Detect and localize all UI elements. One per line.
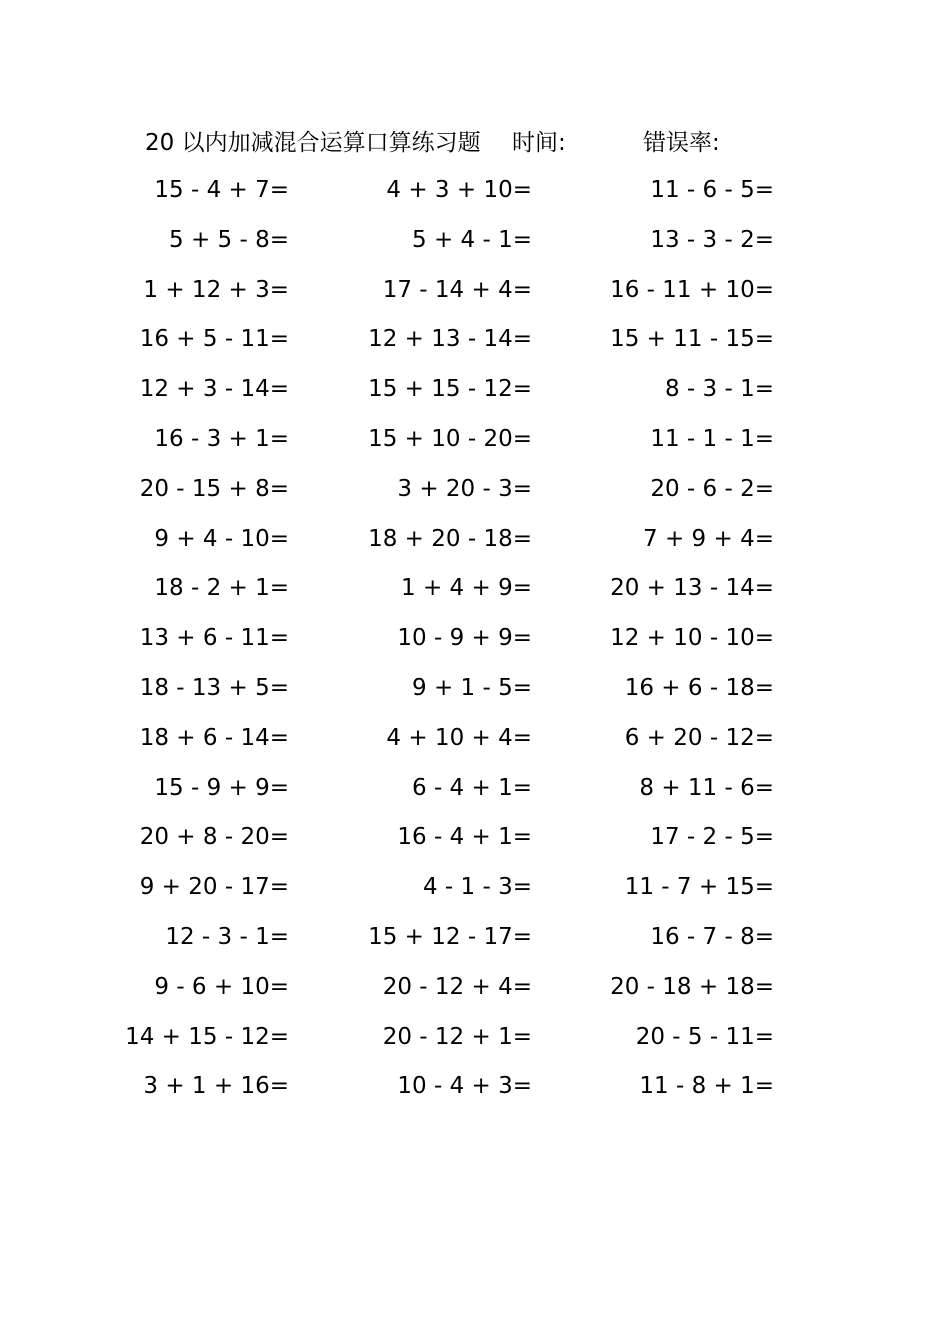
problem-item: 14 + 15 - 12=: [125, 1023, 289, 1050]
problem-item: 18 + 20 - 18=: [368, 525, 532, 552]
problem-item: 12 + 3 - 14=: [139, 376, 289, 403]
problem-row: [0, 1013, 950, 1063]
problem-row: [0, 714, 950, 764]
problem-item: 4 + 10 + 4=: [386, 724, 532, 751]
problem-row: [0, 166, 950, 216]
problem-item: 8 - 3 - 1=: [664, 376, 774, 403]
problem-row: [0, 1062, 950, 1112]
problem-item: 11 - 6 - 5=: [650, 177, 774, 203]
problem-item: 15 + 10 - 20=: [368, 425, 532, 452]
problem-item: 9 + 1 - 5=: [412, 674, 532, 701]
problem-item: 11 - 8 + 1=: [639, 1073, 774, 1100]
problem-item: 16 - 7 - 8=: [650, 923, 774, 950]
problem-row: [0, 266, 950, 316]
problem-item: 3 + 20 - 3=: [397, 475, 532, 502]
problem-item: 20 - 5 - 11=: [635, 1023, 774, 1050]
problem-row: [0, 465, 950, 515]
problem-item: 12 - 3 - 1=: [165, 923, 289, 950]
problem-item: 5 + 4 - 1=: [412, 226, 532, 253]
problem-item: 11 - 7 + 15=: [624, 874, 774, 901]
problem-item: 20 - 12 + 1=: [382, 1023, 532, 1050]
problem-item: 8 + 11 - 6=: [639, 774, 774, 801]
problem-row: [0, 415, 950, 465]
problem-item: 6 - 4 + 1=: [412, 774, 532, 801]
problem-row: [0, 913, 950, 963]
problem-row: [0, 315, 950, 365]
problem-row: [0, 216, 950, 266]
problem-item: 16 + 5 - 11=: [139, 326, 289, 353]
time-label: 时间:: [512, 130, 566, 156]
problem-item: 4 + 3 + 10=: [386, 177, 532, 203]
problem-item: 13 - 3 - 2=: [650, 226, 774, 253]
problem-item: 4 - 1 - 3=: [422, 874, 532, 901]
problem-item: 13 + 6 - 11=: [139, 625, 289, 652]
problem-grid: [0, 166, 950, 1112]
problem-row: [0, 515, 950, 565]
problem-row: [0, 365, 950, 415]
problem-item: 3 + 1 + 16=: [143, 1073, 289, 1100]
problem-item: 1 + 4 + 9=: [401, 575, 532, 602]
problem-item: 16 - 4 + 1=: [397, 824, 532, 851]
problem-row: [0, 614, 950, 664]
problem-item: 20 - 12 + 4=: [382, 973, 532, 1000]
problem-item: 20 + 13 - 14=: [610, 575, 774, 602]
problem-row: [0, 664, 950, 714]
problem-item: 10 - 9 + 9=: [397, 625, 532, 652]
problem-item: 16 + 6 - 18=: [624, 674, 774, 701]
problem-row: [0, 564, 950, 614]
problem-item: 16 - 3 + 1=: [154, 425, 289, 452]
problem-item: 16 - 11 + 10=: [610, 276, 774, 303]
problem-item: 15 + 12 - 17=: [368, 923, 532, 950]
problem-item: 11 - 1 - 1=: [650, 425, 774, 452]
problem-item: 7 + 9 + 4=: [643, 525, 774, 552]
worksheet-title: 20 以内加减混合运算口算练习题: [145, 130, 481, 156]
problem-item: 15 + 15 - 12=: [368, 376, 532, 403]
problem-item: 15 - 4 + 7=: [154, 177, 289, 203]
problem-item: 1 + 12 + 3=: [143, 276, 289, 303]
problem-row: [0, 764, 950, 814]
problem-item: 18 - 13 + 5=: [139, 674, 289, 701]
problem-item: 6 + 20 - 12=: [624, 724, 774, 751]
problem-item: 9 + 4 - 10=: [154, 525, 289, 552]
problem-item: 18 + 6 - 14=: [139, 724, 289, 751]
problem-item: 9 + 20 - 17=: [139, 874, 289, 901]
problem-item: 15 + 11 - 15=: [610, 326, 774, 353]
problem-row: [0, 863, 950, 913]
error-rate-label: 错误率:: [643, 130, 720, 156]
problem-item: 18 - 2 + 1=: [154, 575, 289, 602]
problem-item: 17 - 2 - 5=: [650, 824, 774, 851]
problem-item: 20 - 15 + 8=: [139, 475, 289, 502]
problem-item: 9 - 6 + 10=: [154, 973, 289, 1000]
problem-item: 12 + 10 - 10=: [610, 625, 774, 652]
problem-item: 20 - 18 + 18=: [610, 973, 774, 1000]
problem-item: 10 - 4 + 3=: [397, 1073, 532, 1100]
problem-item: 20 + 8 - 20=: [139, 824, 289, 851]
problem-item: 15 - 9 + 9=: [154, 774, 289, 801]
problem-item: 17 - 14 + 4=: [382, 276, 532, 303]
problem-item: 20 - 6 - 2=: [650, 475, 774, 502]
problem-row: [0, 963, 950, 1013]
problem-item: 5 + 5 - 8=: [169, 226, 289, 253]
problem-row: [0, 813, 950, 863]
problem-item: 12 + 13 - 14=: [368, 326, 532, 353]
